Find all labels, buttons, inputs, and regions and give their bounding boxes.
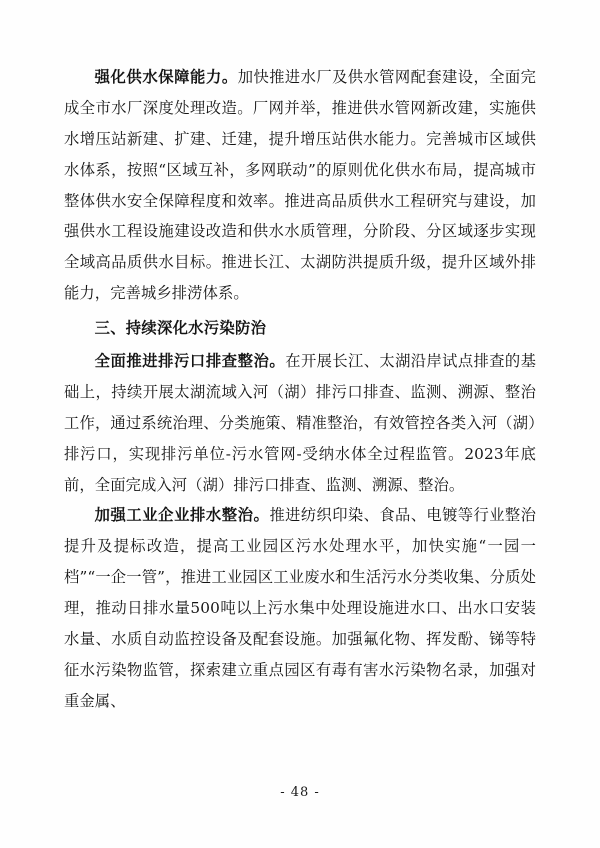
section-heading-three: 三、持续深化水污染防治: [94, 319, 267, 338]
paragraph-text: 推进纺织印染、食品、电镀等行业整治提升及提标改造，提高工业园区污水处理水平，加快实施“一园一档”“一企一管”，推进工业园区工业废水和生活污水分类收集、分质处理，推动日排水量500吨以上污水集中处理设施进水口、出水口安装水量、水质自动监控设备及配套设施。加强氟化物、挥发酚、锑等特征水污染物监管，探索建立重点园区有毒有害水污染物名录，加强对重金属、: [64, 506, 536, 710]
paragraph-text: 在开展长江、太湖沿岸试点排查的基础上，持续开展太湖流域入河（湖）排污口排查、监测、溯源、整治工作，通过系统治理、分类施策、精准整治，有效管控各类入河（湖）排污口，实现排污单位-污水管网-受纳水体全过程监管。2023年底前，全面完成入河（湖）排污口排查、监测、溯源、整治。: [64, 352, 536, 494]
paragraph-water-supply-guarantee: [64, 62, 536, 309]
paragraph-lead-in: 强化供水保障能力。: [94, 68, 238, 86]
paragraph-industrial-discharge: [64, 500, 536, 716]
paragraph-lead-in: 加强工业企业排水整治。: [94, 506, 270, 525]
page-number: - 48 -: [280, 785, 320, 800]
paragraph-lead-in: 全面推进排污口排查整治。: [94, 352, 286, 371]
document-body: [64, 62, 536, 717]
paragraph-text: 加快推进水厂及供水管网配套建设，全面完成全市水厂深度处理改造。厂网并举，推进供水管网新改建，实施供水增压站新建、扩建、迁建，提升增压站供水能力。完善城市区域供水体系，按照“区域互补，多网联动”的原则优化供水布局，提高城市整体供水安全保障程度和效率。推进高品质供水工程研究与建设，加强供水工程设施建设改造和供水水质管理，分阶段、分区域逐步实现全域高品质供水目标。推进长江、太湖防洪提质升级，提升区域外排能力，完善城乡排涝体系。: [64, 68, 536, 303]
paragraph-outfall-inspection: [64, 346, 536, 500]
